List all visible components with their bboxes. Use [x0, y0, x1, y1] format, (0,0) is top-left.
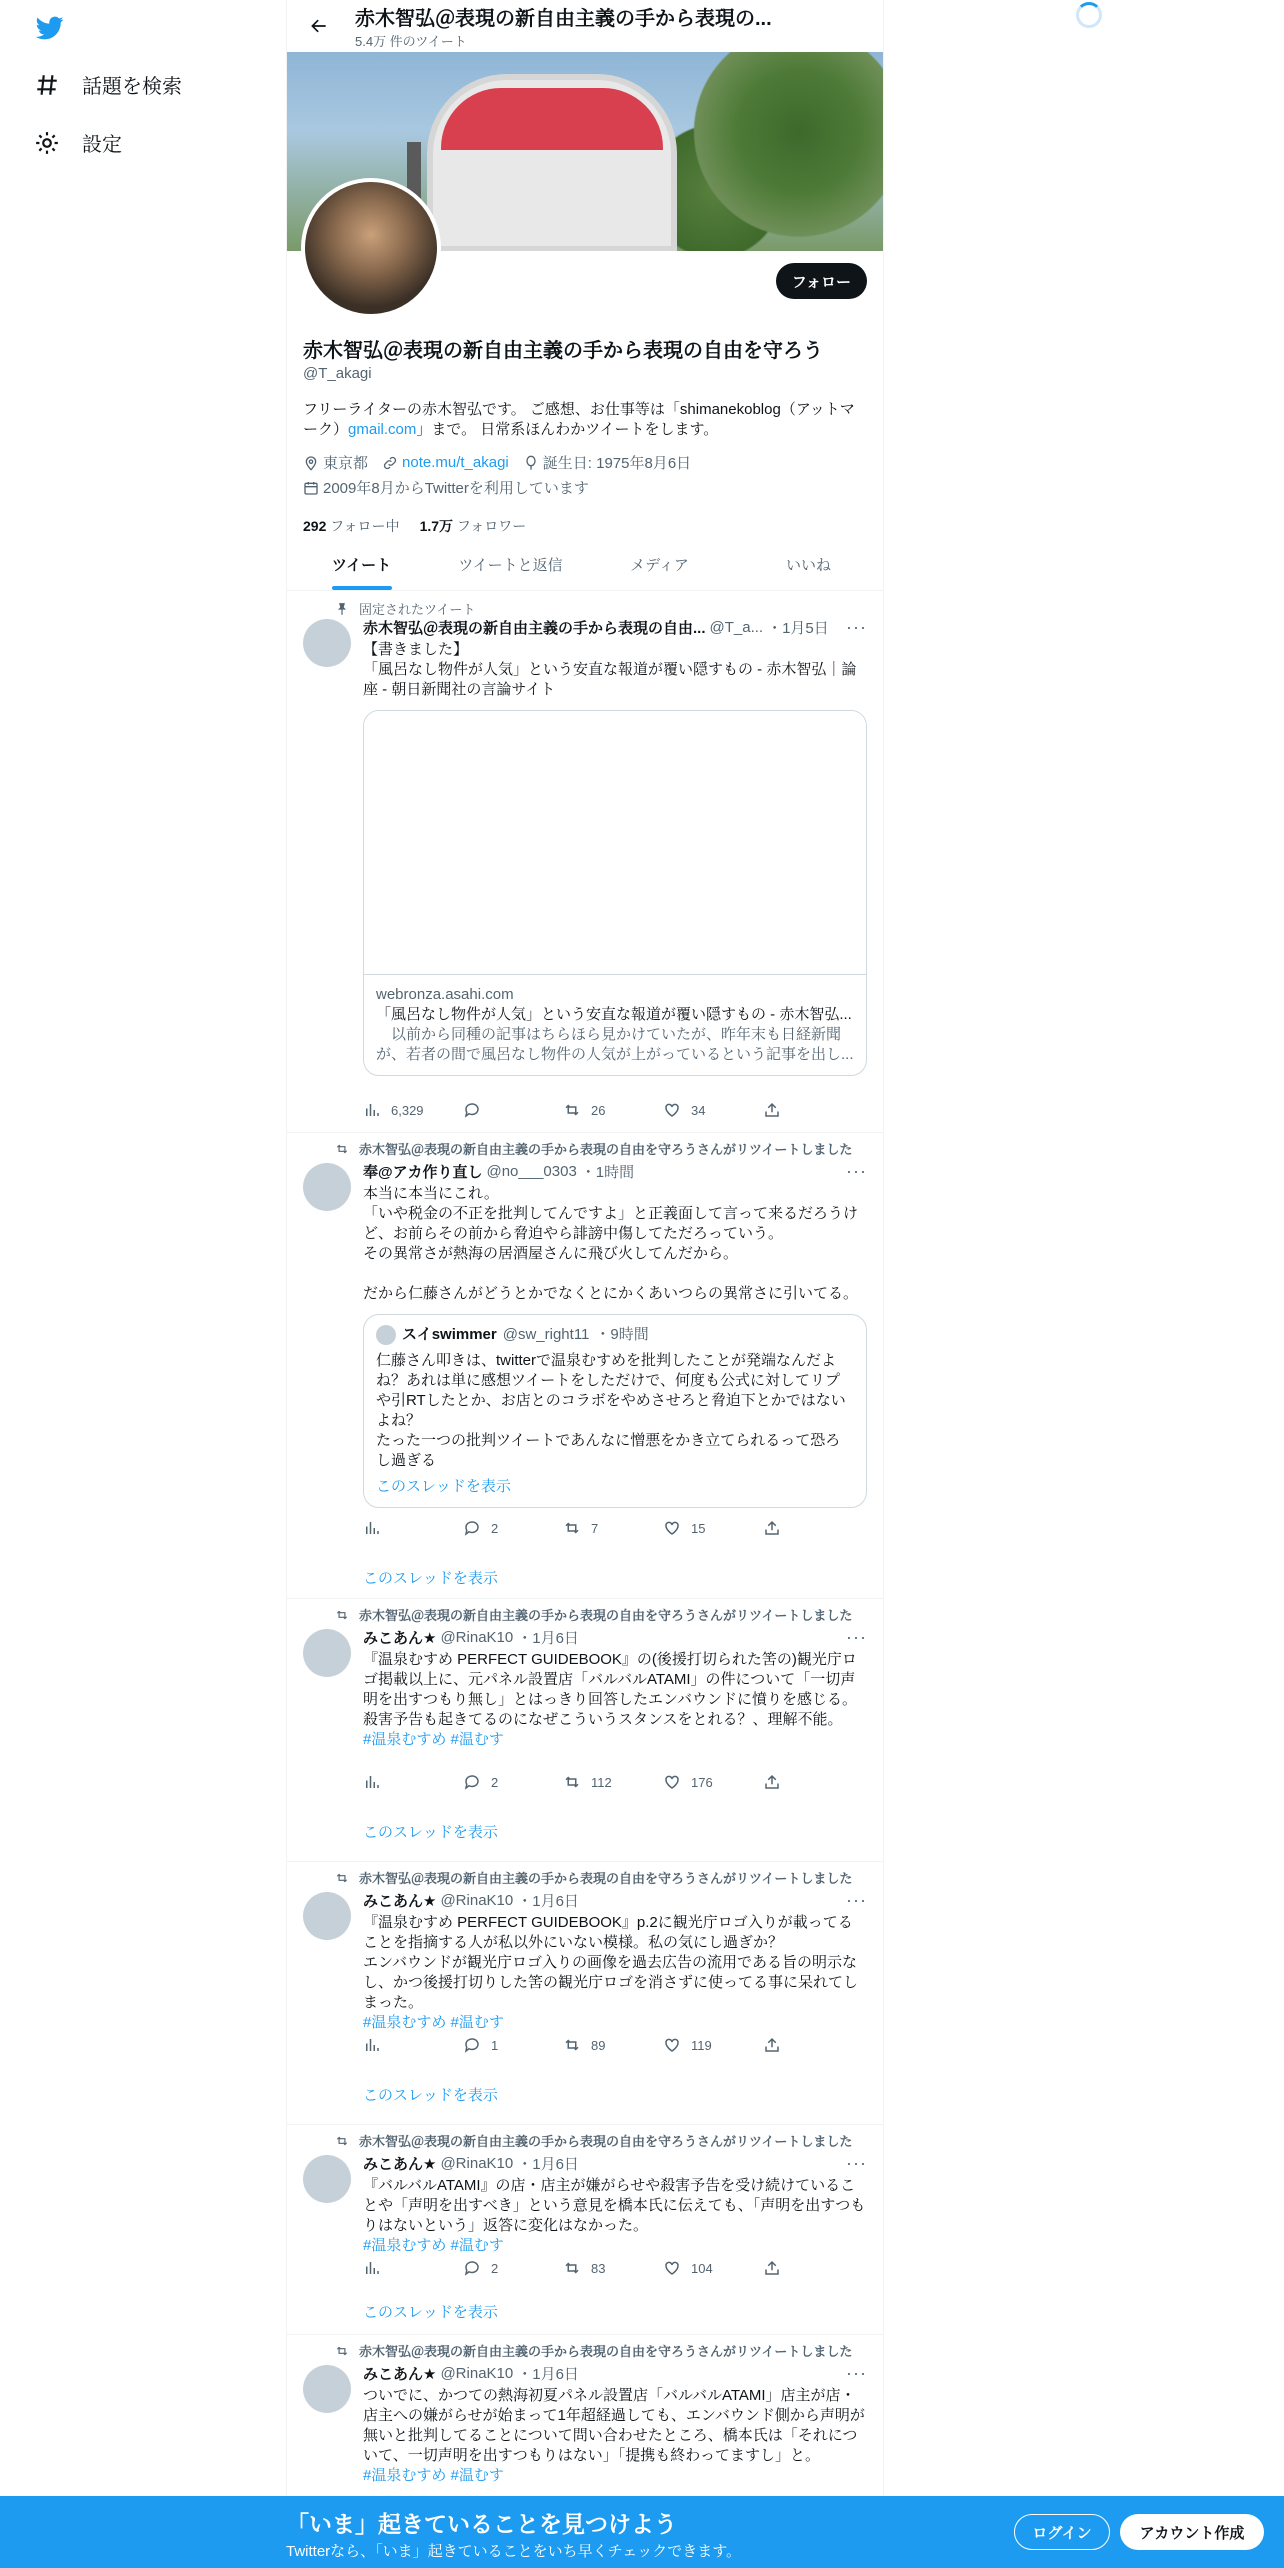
profile-column: [286, 0, 884, 2568]
link-card-image: [364, 711, 866, 975]
quoted-text: 仁藤さん叩きは、twitterで温泉むすめを批判したことが発端なんだよね？あれは単に感想ツイートをしただけで、何度も公式に対してリプや引RTしたとか、お店とのコラボをやめさせろと脅迫下とかではないよね？ たった一つの批判ツイートであんなに憎悪をかき立てられるって恐ろし過ぎる: [376, 1352, 846, 1469]
tweet-header: [363, 2363, 867, 2384]
tweet-time[interactable]: ・1月5日: [767, 620, 829, 637]
reply-icon: [463, 2036, 481, 2054]
hashtag-links[interactable]: #温泉むすめ #温むす: [363, 2467, 504, 2484]
tweet-header: [363, 1161, 867, 1182]
signup-bottom-bar: [0, 2496, 1284, 2568]
back-arrow-icon: [309, 16, 329, 36]
nav-explore-label: 話題を検索: [82, 76, 182, 98]
retweet-button[interactable]: 89: [563, 2036, 663, 2054]
tweet-count: 5.4万 件のツイート: [355, 34, 467, 49]
tweet-text: 『温泉むすめ PERFECT GUIDEBOOK』p.2に観光庁ロゴ入りが載ってることを指摘する人が私以外にいない模様。私の気にし過ぎか？ エンバウンドが観光庁ロゴ入りの画像を過去広告の流用である旨の明示なし、かつ後援打切りした筈の観光庁ロゴを消さずに使ってる事に呆れてしまった。: [363, 1914, 859, 2011]
retweet-icon: [563, 1519, 581, 1537]
views-button[interactable]: [363, 2259, 463, 2277]
link-card-title: 「風呂なし物件が人気」という安直な報道が覆い隠すもの - 赤木智弘...: [376, 1006, 852, 1023]
tweet-author-handle: @RinaK10: [440, 1629, 514, 1646]
pinned-context: 固定されたツイート: [335, 599, 475, 618]
tweet-author-name[interactable]: みこあん★: [363, 2156, 437, 2173]
analytics-icon: [363, 1101, 381, 1119]
quoted-show-thread[interactable]: このスレッドを表示: [376, 1478, 511, 1495]
reply-button[interactable]: 2: [463, 2259, 563, 2277]
tweet-actions: [363, 2259, 863, 2277]
share-icon: [763, 2259, 781, 2277]
views-button[interactable]: [363, 1773, 463, 1791]
avatar[interactable]: [303, 2155, 351, 2203]
reply-icon: [463, 2259, 481, 2277]
retweet-button[interactable]: 83: [563, 2259, 663, 2277]
more-icon[interactable]: ···: [846, 1890, 867, 1910]
retweet-context: 赤木智弘＠表現の新自由主義の手から表現の自由を守ろうさんがリツイートしました: [335, 1139, 852, 1158]
tweet-author-handle: @T_a...: [709, 619, 764, 636]
tweet-author-name[interactable]: 赤木智弘＠表現の新自由主義の手から表現の自由...: [363, 620, 706, 637]
back-button[interactable]: [303, 10, 335, 42]
tweet-time[interactable]: ・1月6日: [517, 1893, 579, 1910]
header-title: 赤木智弘＠表現の新自由主義の手から表現の...: [355, 8, 772, 30]
retweet-icon: [563, 1773, 581, 1791]
link-card-description: 以前から同種の記事はちらほら見かけていたが、昨年末も日経新聞が、若者の間で風呂なし物件の人気が上がっているという記事を出し...: [376, 1026, 854, 1063]
heart-icon: [663, 2036, 681, 2054]
profile-meta: [303, 452, 867, 498]
follow-counts: [303, 516, 867, 536]
share-icon: [763, 1773, 781, 1791]
tweet-author-name[interactable]: 奉@アカ作り直し: [363, 1164, 483, 1181]
views-button[interactable]: [363, 2036, 463, 2054]
tweet[interactable]: [287, 2335, 883, 2496]
avatar[interactable]: [303, 1163, 351, 1211]
following-link[interactable]: 292 フォロー中: [303, 518, 400, 534]
location-pin-icon: [303, 455, 319, 471]
hashtag-links[interactable]: #温泉むすめ #温むす: [363, 1731, 504, 1748]
retweet-icon: [563, 1101, 581, 1119]
analytics-icon: [363, 2036, 381, 2054]
tweet-actions: [363, 2036, 863, 2054]
tweet-author-name[interactable]: みこあん★: [363, 1630, 437, 1647]
hashtag-links[interactable]: #温泉むすめ #温むす: [363, 2237, 504, 2254]
analytics-icon: [363, 2259, 381, 2277]
tweet[interactable]: [287, 591, 883, 1133]
login-button[interactable]: ログイン: [1014, 2514, 1110, 2550]
tab-media[interactable]: メディア: [630, 557, 689, 574]
profile-joined: 2009年8月からTwitterを利用しています: [303, 477, 589, 498]
more-icon[interactable]: ···: [846, 1627, 867, 1647]
like-button[interactable]: 34: [663, 1101, 763, 1119]
show-thread-link[interactable]: このスレッドを表示: [363, 2304, 498, 2321]
profile-url-link[interactable]: note.mu/t_akagi: [402, 454, 509, 471]
tweet-header: [363, 1890, 867, 1911]
tweet-header: [363, 2153, 867, 2174]
quoted-tweet[interactable]: [363, 1314, 867, 1508]
retweet-icon: [335, 2344, 349, 2358]
link-card-domain: webronza.asahi.com: [376, 986, 514, 1003]
tweet-text: ついでに、かつての熱海初夏パネル設置店「バルバルATAMI」店主が店・店主への嫌がらせが始まって1年超経過しても、エンバウンド側から声明が無いと批判してることについて問い合わせたところ、橋本氏は「それについて、一切声明を出すつもりはない」「提携も終わってますし」と。: [363, 2387, 865, 2464]
profile-avatar[interactable]: [301, 178, 441, 318]
nav-settings[interactable]: [34, 128, 122, 157]
tweet-actions: [363, 1519, 863, 1537]
tweet-header: [363, 617, 867, 638]
retweet-context: 赤木智弘＠表現の新自由主義の手から表現の自由を守ろうさんがリツイートしました: [335, 2341, 852, 2360]
loading-spinner-icon: [1076, 2, 1102, 28]
tweet-author-handle: @RinaK10: [440, 2155, 514, 2172]
quoted-avatar: [376, 1325, 396, 1345]
reply-button[interactable]: 2: [463, 1519, 563, 1537]
tweet-text: 【書きました】 「風呂なし物件が人気」という安直な報道が覆い隠すもの - 赤木智弘｜論座 - 朝日新聞社の言論サイト: [363, 641, 857, 698]
tweet[interactable]: [287, 2125, 883, 2335]
tweet[interactable]: [287, 1133, 883, 1599]
reply-button[interactable]: 2: [463, 1773, 563, 1791]
tweet-author-handle: @RinaK10: [440, 2365, 514, 2382]
signup-bar-title: 「いま」起きていることを見つけよう: [286, 2511, 677, 2537]
views-button[interactable]: 6,329: [363, 1101, 463, 1119]
profile-handle: @T_akagi: [303, 365, 372, 382]
link-icon: [382, 455, 398, 471]
show-thread-link[interactable]: このスレッドを表示: [363, 1570, 498, 1587]
tweet-time[interactable]: ・1月6日: [517, 2156, 579, 2173]
pin-icon: [335, 602, 349, 616]
banner-trees: [673, 52, 883, 251]
share-button[interactable]: [763, 1101, 863, 1119]
tweet-author-handle: @no___0303: [486, 1163, 577, 1180]
hashtag-links[interactable]: #温泉むすめ #温むす: [363, 2014, 504, 2031]
avatar[interactable]: [303, 619, 351, 667]
calendar-icon: [303, 480, 319, 496]
avatar[interactable]: [303, 2365, 351, 2413]
gear-icon: [34, 130, 60, 156]
heart-icon: [663, 1519, 681, 1537]
tweet-time[interactable]: ・1時間: [580, 1164, 635, 1181]
more-icon[interactable]: ···: [846, 617, 867, 637]
balloon-icon: [523, 455, 539, 471]
tweet-author-name[interactable]: みこあん★: [363, 1893, 437, 1910]
avatar[interactable]: [303, 1629, 351, 1677]
retweet-button[interactable]: 7: [563, 1519, 663, 1537]
retweet-icon: [563, 2259, 581, 2277]
tweet-author-handle: @RinaK10: [440, 1892, 514, 1909]
retweet-icon: [335, 1608, 349, 1622]
more-icon[interactable]: ···: [846, 1161, 867, 1181]
tweet-time[interactable]: ・1月6日: [517, 1630, 579, 1647]
reply-icon: [463, 1519, 481, 1537]
views-button[interactable]: [363, 1519, 463, 1537]
more-icon[interactable]: ···: [846, 2153, 867, 2173]
link-card[interactable]: [363, 710, 867, 1076]
share-icon: [763, 1519, 781, 1537]
tab-tweets[interactable]: ツイート: [287, 538, 436, 590]
banner-bus-sign: [427, 74, 677, 251]
share-button[interactable]: [763, 2036, 863, 2054]
bio-email-link[interactable]: gmail.com: [348, 421, 417, 438]
tweet[interactable]: [287, 1599, 883, 1862]
analytics-icon: [363, 1519, 381, 1537]
tweet-actions: [363, 1101, 863, 1119]
retweet-icon: [335, 1142, 349, 1156]
show-thread-link[interactable]: このスレッドを表示: [363, 1824, 498, 1841]
hashtag-icon: [34, 72, 60, 98]
share-icon: [763, 2036, 781, 2054]
profile-birthday: 誕生日: 1975年8月6日: [523, 452, 691, 473]
profile-tabs: [287, 538, 883, 591]
tab-likes[interactable]: いいね: [785, 557, 831, 574]
share-icon: [763, 1101, 781, 1119]
show-thread-link[interactable]: このスレッドを表示: [363, 2087, 498, 2104]
retweet-icon: [335, 2134, 349, 2148]
share-button[interactable]: [763, 2259, 863, 2277]
profile-info: [303, 334, 867, 536]
heart-icon: [663, 2259, 681, 2277]
tweet-author-name[interactable]: みこあん★: [363, 2366, 437, 2383]
share-button[interactable]: [763, 1519, 863, 1537]
tweet[interactable]: [287, 1862, 883, 2125]
tweet-text: 『温泉むすめ PERFECT GUIDEBOOK』の(後援打切られた筈の)観光庁ロゴ掲載以上に、元パネル設置店「バルバルATAMI」の件について「一切声明を出すつもり無し」とはっきり回答したエンバウンドに憤りを感じる。 殺害予告も起きてるのになぜこういうスタンスをとれる？、理解不能。: [363, 1651, 857, 1728]
tweet-actions: [363, 1773, 863, 1791]
heart-icon: [663, 1101, 681, 1119]
retweet-context: 赤木智弘＠表現の新自由主義の手から表現の自由を守ろうさんがリツイートしました: [335, 1605, 852, 1624]
more-icon[interactable]: ···: [846, 2363, 867, 2383]
retweet-button[interactable]: 26: [563, 1101, 663, 1119]
heart-icon: [663, 1773, 681, 1791]
like-button[interactable]: 176: [663, 1773, 763, 1791]
quoted-author-name: スイswimmer: [402, 1326, 497, 1343]
signup-button[interactable]: アカウント作成: [1120, 2514, 1264, 2550]
profile-bio: フリーライターの赤木智弘です。 ご感想、お仕事等は「shimanekoblog（アットマーク）gmail.com」まで。 日常系ほんわかツイートをします。: [303, 401, 855, 438]
reply-icon: [463, 1101, 481, 1119]
twitter-bird-icon[interactable]: [34, 14, 66, 42]
tweet-text: 『バルバルATAMI』の店・店主が嫌がらせや殺害予告を受け続けていることや「声明を出すべき」という意見を橋本氏に伝えても、「声明を出すつもりはないという」返答に変化はなかった。: [363, 2177, 866, 2234]
avatar[interactable]: [303, 1892, 351, 1940]
like-button[interactable]: 119: [663, 2036, 763, 2054]
tweet-text: 本当に本当にこれ。 「いや税金の不正を批判してんですよ」と正義面して言って来るだろうけど、お前らその前から脅迫やら誹謗中傷してただろっていう。 その異常さが熱海の居酒屋さんに飛び火してんだから。 だから仁藤さんがどうとかでなくとにかくあいつらの異常さに引いてる。: [363, 1185, 859, 1302]
profile-location: 東京都: [303, 452, 368, 473]
profile-header-bar: [287, 0, 883, 52]
reply-icon: [463, 1773, 481, 1791]
like-button[interactable]: 15: [663, 1519, 763, 1537]
nav-explore[interactable]: [34, 70, 182, 99]
follow-button[interactable]: フォロー: [776, 263, 867, 299]
tweet-time[interactable]: ・1月6日: [517, 2366, 579, 2383]
tweet-header: [363, 1627, 867, 1648]
retweet-icon: [563, 2036, 581, 2054]
retweet-icon: [335, 1871, 349, 1885]
followers-link[interactable]: 1.7万 フォロワー: [419, 518, 527, 534]
quoted-handle: @sw_right11: [502, 1326, 590, 1343]
share-button[interactable]: [763, 1773, 863, 1791]
profile-name: 赤木智弘＠表現の新自由主義の手から表現の自由を守ろう: [303, 340, 823, 362]
reply-button[interactable]: 1: [463, 2036, 563, 2054]
tab-tweets-and-replies[interactable]: ツイートと返信: [458, 557, 563, 574]
retweet-context: 赤木智弘＠表現の新自由主義の手から表現の自由を守ろうさんがリツイートしました: [335, 2131, 852, 2150]
quoted-time: ・9時間: [595, 1326, 649, 1343]
retweet-button[interactable]: 112: [563, 1773, 663, 1791]
signup-bar-subtitle: Twitterなら、「いま」起きていることをいち早くチェックできます。: [286, 2543, 742, 2560]
nav-settings-label: 設定: [82, 134, 122, 156]
analytics-icon: [363, 1773, 381, 1791]
like-button[interactable]: 104: [663, 2259, 763, 2277]
retweet-context: 赤木智弘＠表現の新自由主義の手から表現の自由を守ろうさんがリツイートしました: [335, 1868, 852, 1887]
reply-button[interactable]: [463, 1101, 563, 1119]
profile-url: [382, 452, 509, 473]
